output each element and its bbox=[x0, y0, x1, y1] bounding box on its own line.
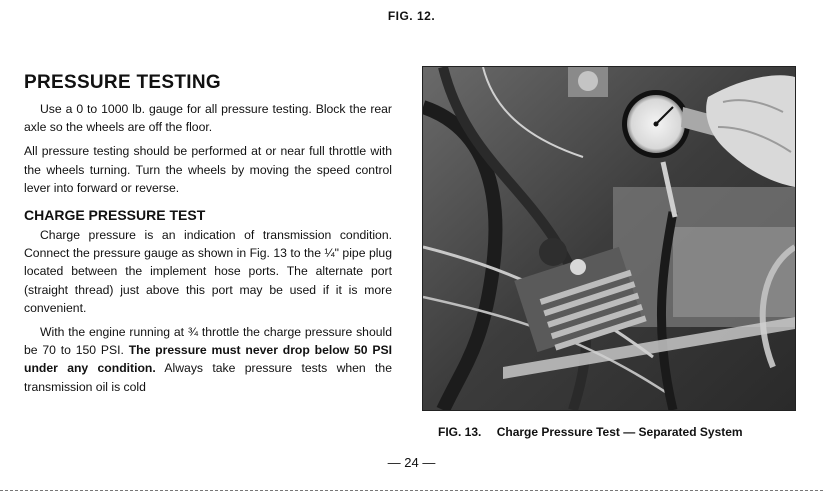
intro-paragraph-2: All pressure testing should be performed at or near full throttle with the wheels turning. Turn the wheels by moving the speed control lever into forward or reverse. bbox=[24, 144, 392, 195]
figure-13-number: FIG. 13. bbox=[438, 425, 482, 439]
bottom-divider bbox=[0, 490, 823, 491]
figure-13-caption-text: Charge Pressure Test — Separated System bbox=[496, 425, 743, 439]
intro-paragraph-1: Use a 0 to 1000 lb. gauge for all pressure testing. Block the rear axle so the wheels are off the floor. bbox=[24, 102, 392, 135]
page-number: — 24 — bbox=[387, 455, 436, 470]
section-title: PRESSURE TESTING bbox=[24, 72, 221, 93]
charge-paragraph-2-end: Always take pressure tests when the transmission oil is cold bbox=[24, 361, 392, 394]
charge-paragraph-1: Charge pressure is an indication of transmission condition. Connect the pressure gauge as shown in Fig. 13 to the ¼" pipe plug located between the implement hose ports. The alternate port (straight thread) just above this port may be used if it is more convenient. bbox=[24, 228, 392, 315]
charge-paragraph-2 bbox=[24, 323, 392, 396]
charge-paragraph-2-start: With the engine running at ¾ throttle the charge pressure should be 70 to 150 PSI. bbox=[24, 325, 392, 358]
figure-13-photo bbox=[422, 66, 796, 411]
photo-illustration bbox=[423, 67, 795, 410]
charge-warning: The pressure must never drop below 50 PSI under any condition. bbox=[24, 343, 392, 376]
text-column bbox=[24, 72, 392, 402]
subsection-title: CHARGE PRESSURE TEST bbox=[24, 207, 206, 224]
figure-12-label: FIG. 12. bbox=[387, 9, 436, 23]
figure-13-caption bbox=[438, 425, 798, 439]
